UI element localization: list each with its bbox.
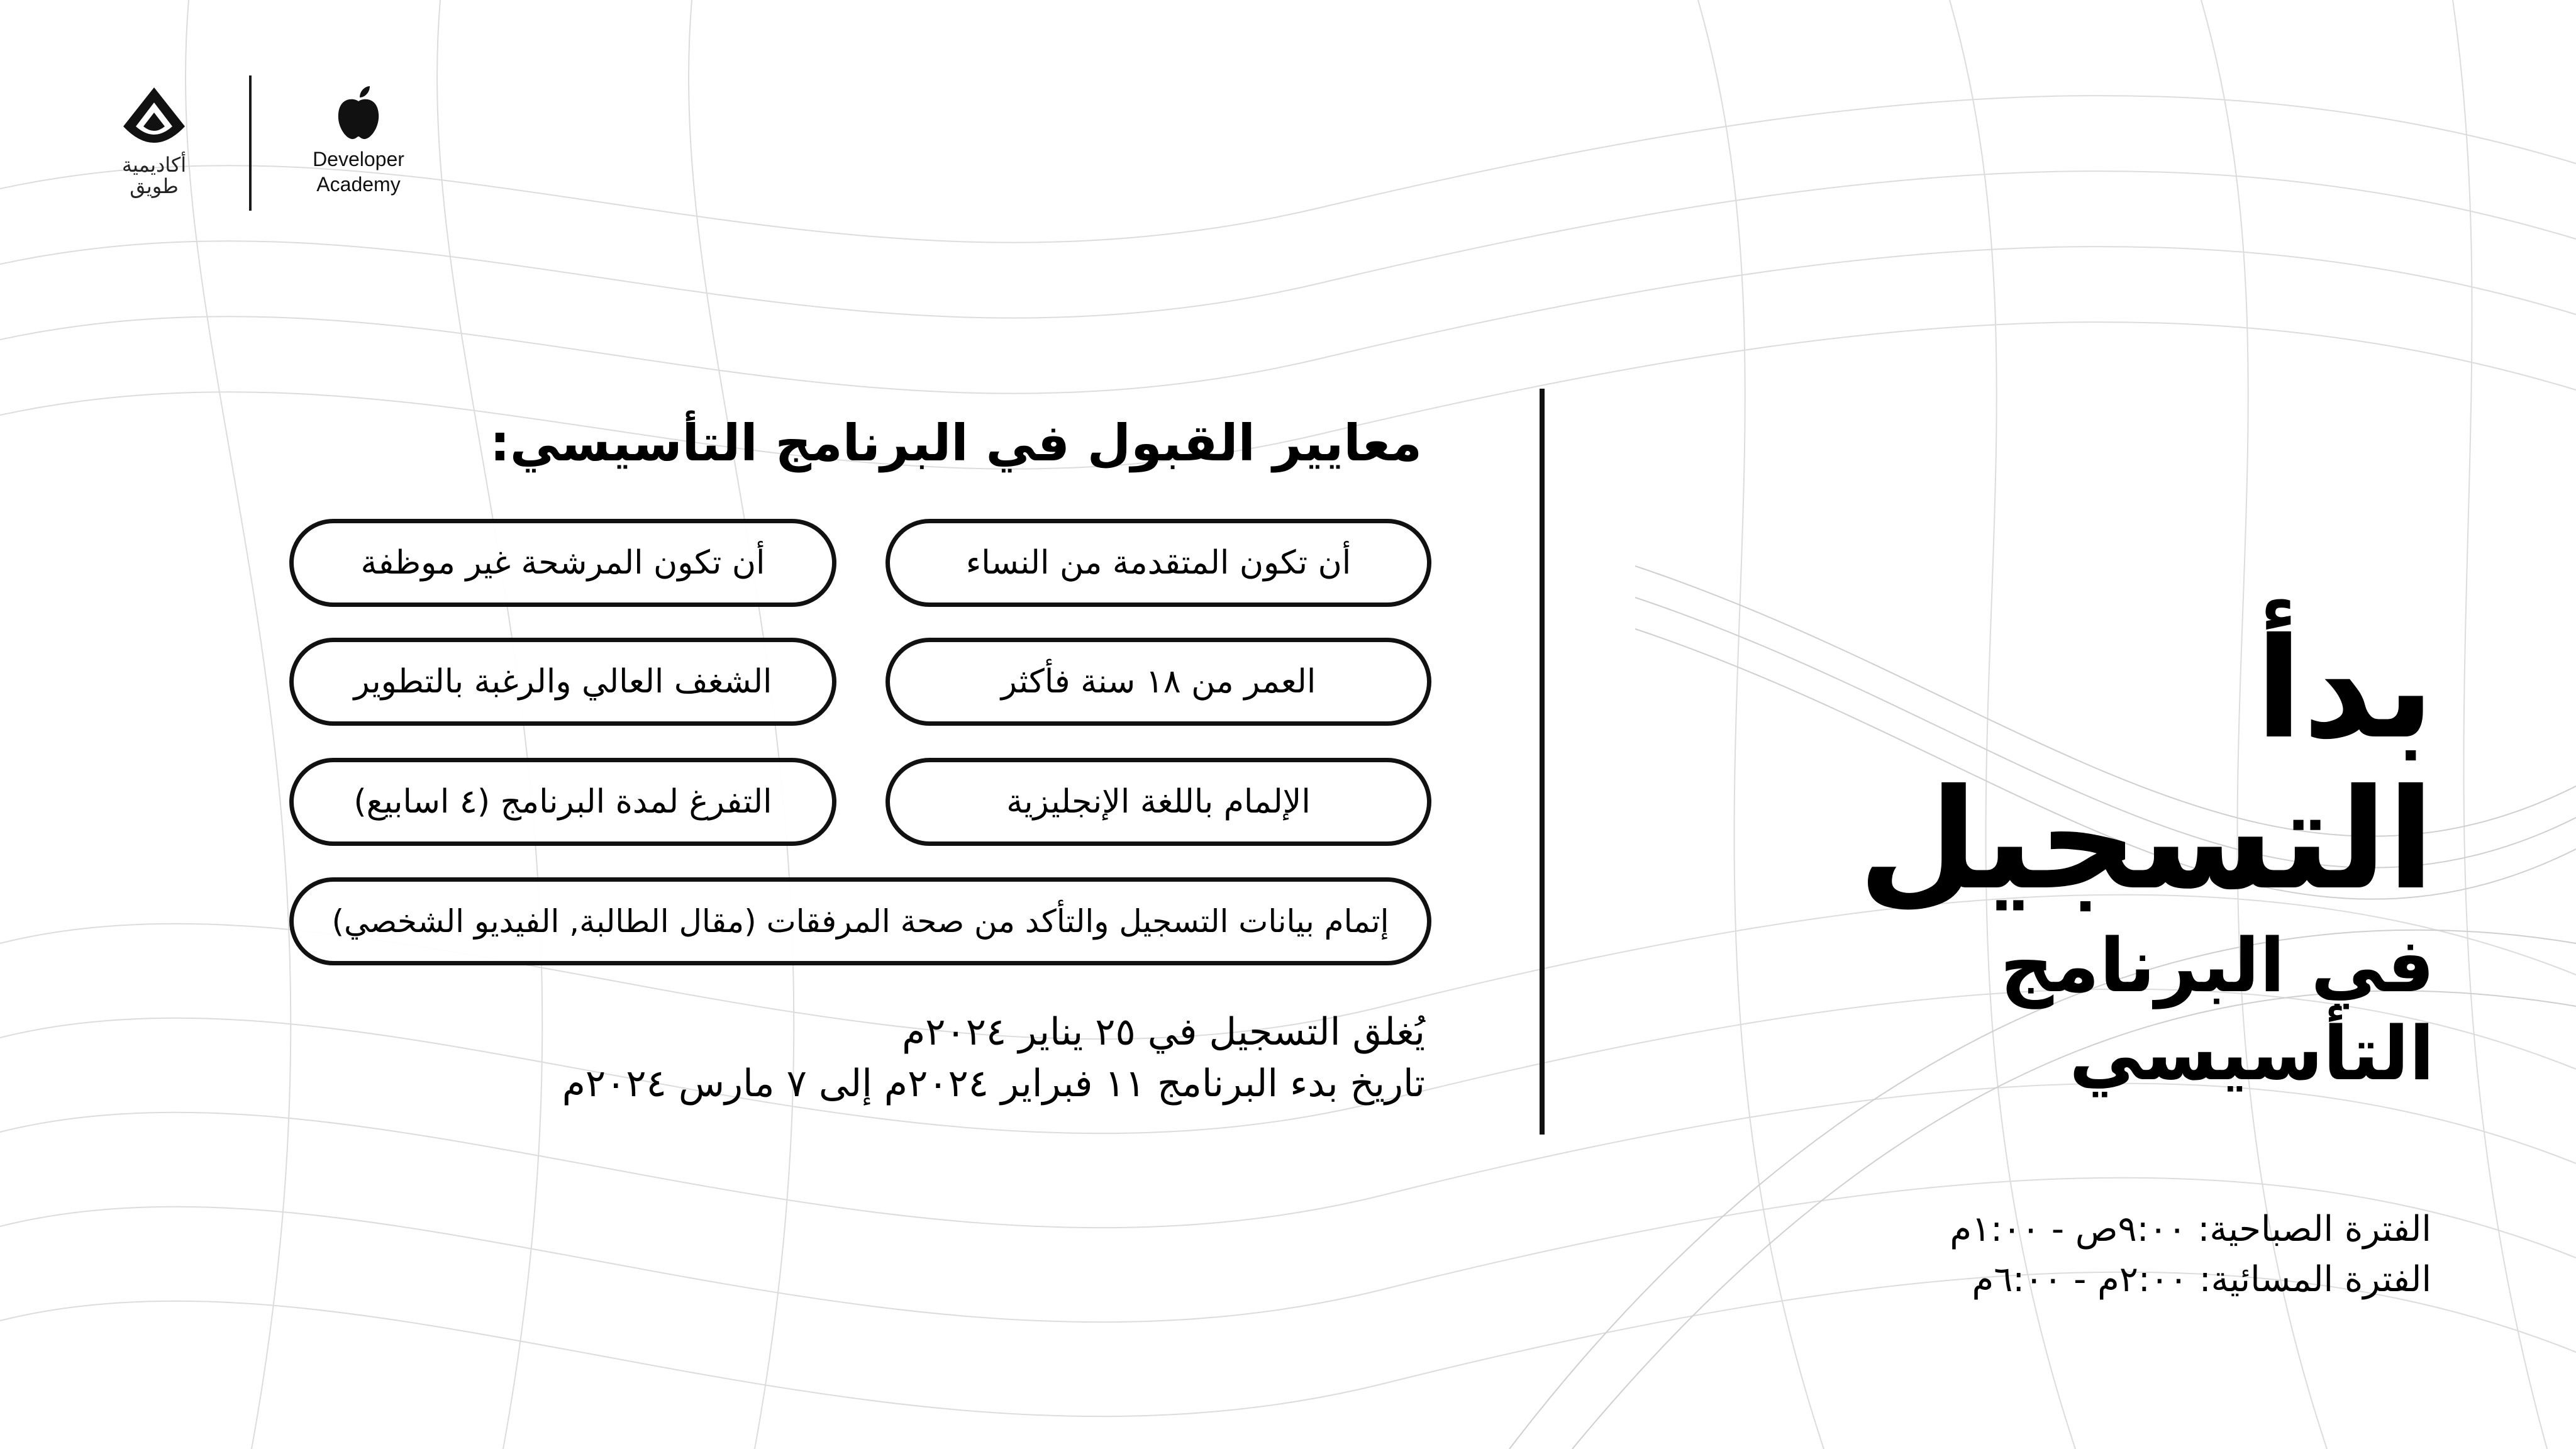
registration-close-date: يُغلق التسجيل في ٢٥ يناير ٢٠٢٤م <box>902 1010 1425 1054</box>
tuwaiq-name-line2: طويق <box>130 174 179 198</box>
criterion-pill: الإلمام باللغة الإنجليزية <box>886 758 1431 846</box>
vertical-divider <box>1540 389 1545 1135</box>
hero-subtitle: في البرنامج التأسيسي <box>2000 922 2434 1097</box>
criterion-pill: العمر من ١٨ سنة فأكثر <box>886 638 1431 726</box>
logo-divider <box>249 75 252 211</box>
morning-period: الفترة الصباحية: ٩:٠٠ص - ١:٠٠م <box>1950 1209 2431 1250</box>
tuwaiq-name-line1: أكاديمية <box>121 153 187 177</box>
tuwaiq-academy-icon <box>119 85 189 154</box>
evening-period: الفترة المسائية: ٢:٠٠م - ٦:٠٠م <box>1972 1259 2431 1300</box>
program-date-range: تاريخ بدء البرنامج ١١ فبراير ٢٠٢٤م إلى ٧ مارس ٢٠٢٤م <box>562 1062 1425 1106</box>
criterion-pill-wide: إتمام بيانات التسجيل والتأكد من صحة المرفقات (مقال الطالبة, الفيديو الشخصي) <box>289 877 1431 965</box>
criterion-pill: أن تكون المتقدمة من النساء <box>886 519 1431 607</box>
apple-developer-academy-logo <box>289 85 428 211</box>
apple-icon <box>335 85 382 142</box>
criterion-pill: الشغف العالي والرغبة بالتطوير <box>289 638 836 726</box>
tuwaiq-academy-logo <box>101 85 208 211</box>
session-periods <box>1740 1204 2431 1305</box>
criteria-heading: معايير القبول في البرنامج التأسيسي: <box>489 414 1422 472</box>
criterion-pill: التفرغ لمدة البرنامج (٤ اسابيع) <box>289 758 836 846</box>
program-dates <box>419 1006 1425 1109</box>
apple-text-line1: Developer <box>313 148 404 170</box>
apple-text-line2: Academy <box>316 173 401 196</box>
hero-title: بدأ التسجيل <box>1858 608 2434 920</box>
criterion-pill: أن تكون المرشحة غير موظفة <box>289 519 836 607</box>
hero-heading <box>1648 608 2434 1097</box>
header-logos <box>101 72 428 217</box>
